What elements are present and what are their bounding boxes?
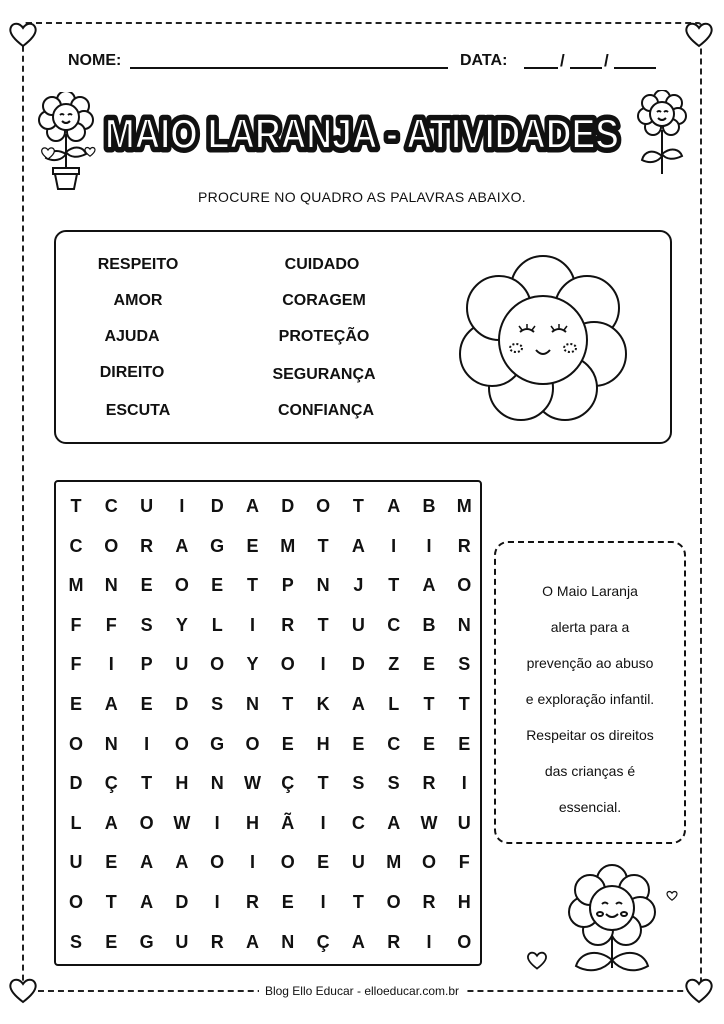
grid-letter[interactable]: R	[422, 892, 436, 912]
name-field[interactable]	[130, 67, 448, 69]
grid-letter[interactable]: B	[422, 496, 436, 516]
grid-letter[interactable]: A	[140, 852, 154, 873]
grid-letter[interactable]: Ç	[316, 931, 330, 952]
heart-icon	[40, 146, 56, 160]
grid-letter[interactable]: N	[246, 694, 259, 714]
grid-letter[interactable]: T	[247, 575, 258, 596]
grid-letter[interactable]: R	[281, 614, 295, 635]
grid-letter[interactable]: I	[320, 892, 326, 912]
grid-letter[interactable]: L	[211, 614, 223, 635]
instruction-text: PROCURE NO QUADRO AS PALAVRAS ABAIXO.	[198, 189, 526, 205]
grid-letter[interactable]: T	[317, 535, 329, 556]
info-text-line: prevenção ao abuso	[526, 655, 654, 671]
grid-letter[interactable]: H	[246, 812, 259, 833]
grid-letter[interactable]: S	[352, 773, 365, 794]
grid-letter[interactable]: Y	[175, 614, 188, 635]
grid-letter[interactable]: W	[244, 773, 261, 794]
grid-letter[interactable]: Y	[246, 654, 259, 675]
grid-letter[interactable]: J	[353, 575, 364, 596]
grid-letter[interactable]: O	[68, 892, 83, 912]
word-list-item: CUIDADO	[284, 256, 360, 273]
grid-letter[interactable]: B	[422, 614, 436, 635]
smiling-flower-icon	[452, 250, 634, 426]
grid-letter[interactable]: C	[387, 733, 401, 754]
grid-letter[interactable]: I	[461, 773, 467, 794]
grid-letter[interactable]: D	[175, 694, 189, 714]
grid-letter[interactable]: I	[320, 654, 326, 675]
grid-letter[interactable]: R	[140, 535, 154, 556]
grid-letter[interactable]: E	[140, 575, 153, 596]
grid-letter[interactable]: O	[174, 733, 189, 754]
grid-letter[interactable]: T	[282, 694, 294, 714]
grid-letter[interactable]: O	[210, 654, 225, 675]
grid-letter[interactable]: T	[352, 496, 364, 516]
grid-letter[interactable]: D	[69, 773, 83, 794]
grid-letter[interactable]: C	[351, 812, 365, 833]
grid-letter[interactable]: Ç	[281, 773, 295, 794]
grid-letter[interactable]: T	[352, 892, 364, 912]
grid-letter[interactable]: S	[387, 773, 400, 794]
grid-letter[interactable]: O	[316, 496, 331, 516]
grid-letter[interactable]: I	[108, 654, 114, 675]
info-text-line: das crianças é	[544, 763, 636, 779]
grid-letter[interactable]: E	[281, 892, 294, 912]
grid-letter[interactable]: A	[351, 535, 365, 556]
grid-letter[interactable]: F	[70, 614, 82, 635]
grid-letter[interactable]: I	[214, 892, 220, 912]
grid-letter[interactable]: T	[388, 575, 400, 596]
grid-letter[interactable]: O	[245, 733, 260, 754]
grid-letter[interactable]: I	[179, 496, 185, 516]
grid-letter[interactable]: O	[386, 892, 401, 912]
grid-letter[interactable]: F	[458, 852, 470, 873]
grid-letter[interactable]: P	[140, 654, 153, 675]
grid-letter[interactable]: O	[280, 654, 295, 675]
grid-letter[interactable]: L	[70, 812, 82, 833]
word-search-grid	[54, 480, 482, 966]
grid-letter[interactable]: U	[457, 812, 471, 833]
grid-letter[interactable]: N	[281, 931, 295, 952]
grid-letter[interactable]: R	[246, 892, 259, 912]
grid-letter[interactable]: H	[316, 733, 330, 754]
page-title	[100, 102, 624, 164]
potted-flower-icon	[36, 92, 96, 192]
grid-letter[interactable]: A	[246, 931, 259, 952]
word-list-item: SEGURANÇA	[272, 366, 376, 383]
grid-letter[interactable]: D	[175, 892, 189, 912]
grid-letter[interactable]: G	[210, 535, 225, 556]
grid-letter[interactable]: H	[175, 773, 189, 794]
grid-letter[interactable]: N	[104, 733, 118, 754]
grid-letter[interactable]: O	[104, 535, 119, 556]
grid-letter[interactable]: T	[141, 773, 153, 794]
grid-letter[interactable]: A	[175, 852, 189, 873]
grid-letter[interactable]: E	[69, 694, 82, 714]
word-list-item: ESCUTA	[105, 402, 171, 419]
grid-letter[interactable]: C	[387, 614, 401, 635]
grid-letter[interactable]: O	[280, 852, 295, 873]
grid-letter[interactable]: S	[211, 694, 224, 714]
word-list-item: AJUDA	[104, 328, 160, 345]
word-list-item: PROTEÇÃO	[278, 328, 370, 345]
grid-letter[interactable]: C	[69, 535, 83, 556]
grid-letter[interactable]: E	[246, 535, 259, 556]
grid-letter[interactable]: A	[104, 812, 118, 833]
grid-letter[interactable]: L	[388, 694, 400, 714]
flower-icon	[636, 90, 688, 176]
grid-letter[interactable]: A	[351, 694, 365, 714]
date-label: DATA:	[460, 52, 508, 69]
grid-letter[interactable]: I	[391, 535, 397, 556]
grid-letter[interactable]: I	[144, 733, 150, 754]
grid-letter[interactable]: W	[173, 812, 191, 833]
grid-letter[interactable]: R	[387, 931, 401, 952]
grid-letter[interactable]: N	[316, 575, 330, 596]
grid-letter[interactable]: T	[105, 892, 117, 912]
grid-letter[interactable]: H	[457, 892, 471, 912]
grid-letter[interactable]: O	[210, 852, 225, 873]
grid-letter[interactable]: O	[457, 931, 472, 952]
grid-letter[interactable]: T	[423, 694, 435, 714]
grid-letter[interactable]: M	[456, 496, 472, 516]
grid-letter[interactable]: M	[280, 535, 296, 556]
date-month-field[interactable]	[570, 67, 602, 69]
grid-letter[interactable]: S	[140, 614, 153, 635]
grid-letter[interactable]: I	[426, 931, 432, 952]
grid-letter[interactable]: Ã	[281, 812, 295, 833]
grid-letter[interactable]: T	[70, 496, 82, 516]
grid-letter[interactable]: E	[211, 575, 224, 596]
grid-letter[interactable]: T	[317, 614, 329, 635]
info-text-line: Respeitar os direitos	[526, 727, 654, 743]
grid-letter[interactable]: F	[105, 614, 117, 635]
word-list-item: DIREITO	[99, 364, 165, 381]
heart-icon	[8, 20, 38, 48]
info-text-line: essencial.	[558, 799, 622, 815]
grid-letter[interactable]: D	[210, 496, 224, 516]
grid-letter[interactable]: R	[457, 535, 471, 556]
grid-letter[interactable]: T	[458, 694, 470, 714]
grid-letter[interactable]: S	[69, 931, 82, 952]
info-text-line: e exploração infantil.	[525, 691, 655, 707]
grid-letter[interactable]: G	[210, 733, 225, 754]
grid-letter[interactable]: R	[422, 773, 436, 794]
grid-letter[interactable]: Ç	[104, 773, 118, 794]
grid-letter[interactable]: O	[421, 852, 436, 873]
svg-text:MAIO LARANJA - ATIVIDADES: MAIO LARANJA - ATIVIDADES	[105, 110, 619, 157]
info-text-line: O Maio Laranja	[542, 583, 638, 599]
grid-letter[interactable]: E	[422, 733, 435, 754]
date-slash: /	[604, 51, 609, 70]
date-year-field[interactable]	[614, 67, 656, 69]
grid-letter[interactable]: G	[139, 931, 154, 952]
grid-letter[interactable]: R	[210, 931, 224, 952]
grid-letter[interactable]: O	[139, 812, 154, 833]
grid-letter[interactable]: U	[175, 654, 189, 675]
grid-letter[interactable]: F	[70, 654, 82, 675]
grid-letter[interactable]: M	[386, 852, 402, 873]
info-box	[494, 541, 686, 844]
grid-letter[interactable]: N	[457, 614, 471, 635]
grid-letter[interactable]: O	[174, 575, 189, 596]
grid-letter[interactable]: T	[317, 773, 329, 794]
grid-letter[interactable]: E	[352, 733, 365, 754]
grid-letter[interactable]: U	[175, 931, 189, 952]
grid-letter[interactable]: E	[281, 733, 294, 754]
grid-letter[interactable]: N	[104, 575, 118, 596]
grid-letter[interactable]: A	[104, 694, 118, 714]
footer-credit	[0, 984, 724, 998]
date-slash: /	[560, 51, 565, 70]
grid-letter[interactable]: A	[246, 496, 259, 516]
grid-letter[interactable]: N	[210, 773, 224, 794]
name-label: NOME:	[68, 52, 122, 69]
grid-letter[interactable]: I	[214, 812, 220, 833]
grid-letter[interactable]: U	[69, 852, 83, 873]
grid-letter[interactable]: I	[320, 812, 326, 833]
grid-letter[interactable]: K	[316, 694, 330, 714]
grid-letter[interactable]: A	[422, 575, 436, 596]
footer-text: Blog Ello Educar - elloeducar.com.br	[259, 984, 465, 998]
grid-letter[interactable]: I	[249, 852, 255, 873]
grid-letter[interactable]: D	[281, 496, 295, 516]
grid-letter[interactable]: A	[387, 812, 401, 833]
info-text-line: alerta para a	[550, 619, 630, 635]
grid-letter[interactable]: A	[140, 892, 154, 912]
grid-letter[interactable]: Z	[388, 654, 400, 675]
header-fields	[68, 52, 658, 76]
grid-letter[interactable]: P	[281, 575, 294, 596]
flower-icon	[560, 864, 664, 982]
word-list-item: AMOR	[113, 292, 163, 309]
grid-letter[interactable]: E	[317, 852, 330, 873]
grid-letter[interactable]: E	[105, 931, 118, 952]
grid-letter[interactable]: W	[420, 812, 438, 833]
grid-letter[interactable]: D	[351, 654, 365, 675]
grid-letter[interactable]: U	[351, 852, 365, 873]
heart-icon	[666, 890, 678, 901]
word-list-box	[54, 230, 672, 444]
svg-text:MAIO LARANJA - ATIVIDADES: MAIO LARANJA - ATIVIDADES	[105, 110, 619, 157]
grid-letter[interactable]: A	[351, 931, 365, 952]
word-list-item: CONFIANÇA	[278, 402, 374, 419]
heart-icon	[684, 20, 714, 48]
grid-letter[interactable]: I	[426, 535, 432, 556]
word-list-item: CORAGEM	[282, 292, 366, 309]
grid-letter[interactable]: I	[249, 614, 255, 635]
heart-icon	[84, 146, 96, 157]
grid-letter[interactable]: U	[140, 496, 154, 516]
grid-letter[interactable]: M	[68, 575, 84, 596]
grid-letter[interactable]: O	[457, 575, 472, 596]
word-list-item: RESPEITO	[97, 256, 179, 273]
grid-letter[interactable]: E	[458, 733, 471, 754]
grid-letter[interactable]: S	[458, 654, 471, 675]
grid-letter[interactable]: E	[422, 654, 435, 675]
date-day-field[interactable]	[524, 67, 558, 69]
heart-icon	[526, 950, 548, 970]
grid-letter[interactable]: O	[68, 733, 83, 754]
grid-letter[interactable]: C	[104, 496, 118, 516]
grid-letter[interactable]: A	[387, 496, 401, 516]
grid-letter[interactable]: U	[351, 614, 365, 635]
grid-letter[interactable]: E	[105, 852, 118, 873]
grid-letter[interactable]: A	[175, 535, 189, 556]
grid-letter[interactable]: E	[140, 694, 153, 714]
